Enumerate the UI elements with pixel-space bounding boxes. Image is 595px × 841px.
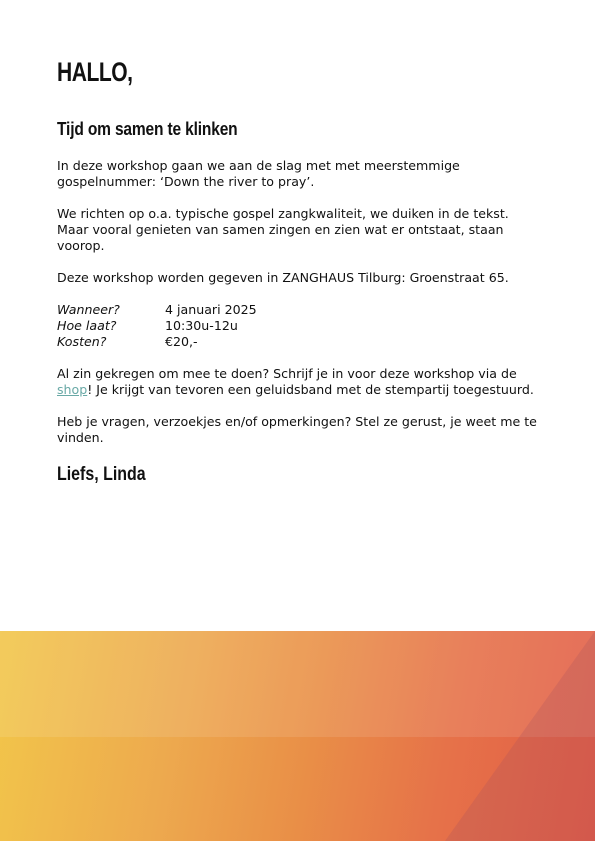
greeting-heading: HALLO, xyxy=(57,57,133,87)
workshop-details xyxy=(57,302,537,350)
questions-paragraph: Heb je vragen, verzoekjes en/of opmerkingen? Stel ze gerust, je weet me te vinden. xyxy=(57,414,537,445)
decorative-gradient-footer xyxy=(0,631,595,841)
detail-label-cost: Kosten? xyxy=(57,334,107,349)
signup-text-before: Al zin gekregen om mee te doen? Schrijf je in voor deze workshop via de xyxy=(57,366,517,381)
intro-paragraph: In deze workshop gaan we aan de slag met met meerstemmige gospelnummer: ‘Down the river to pray’. xyxy=(57,158,460,189)
decorative-triangle-shape xyxy=(0,631,595,841)
signup-text-after: ! Je krijgt van tevoren een geluidsband met de stempartij toegestuurd. xyxy=(87,382,534,397)
detail-value-date: 4 januari 2025 xyxy=(165,302,257,317)
detail-label-when: Wanneer? xyxy=(57,302,120,317)
detail-value-time: 10:30u-12u xyxy=(165,318,238,333)
location-paragraph: Deze workshop worden gegeven in ZANGHAUS Tilburg: Groenstraat 65. xyxy=(57,270,509,285)
subtitle-heading: Tijd om samen te klinken xyxy=(57,118,238,139)
detail-label-time: Hoe laat? xyxy=(57,318,117,333)
sign-off: Liefs, Linda xyxy=(57,464,146,485)
shop-link[interactable]: shop xyxy=(57,382,88,397)
letter-content xyxy=(57,56,537,486)
signup-paragraph xyxy=(57,366,537,398)
focus-paragraph: We richten op o.a. typische gospel zangkwaliteit, we duiken in de tekst. Maar vooral genieten van samen zingen en zien wat er ontstaat, staan voorop. xyxy=(57,206,509,253)
detail-value-cost: €20,- xyxy=(165,334,198,349)
